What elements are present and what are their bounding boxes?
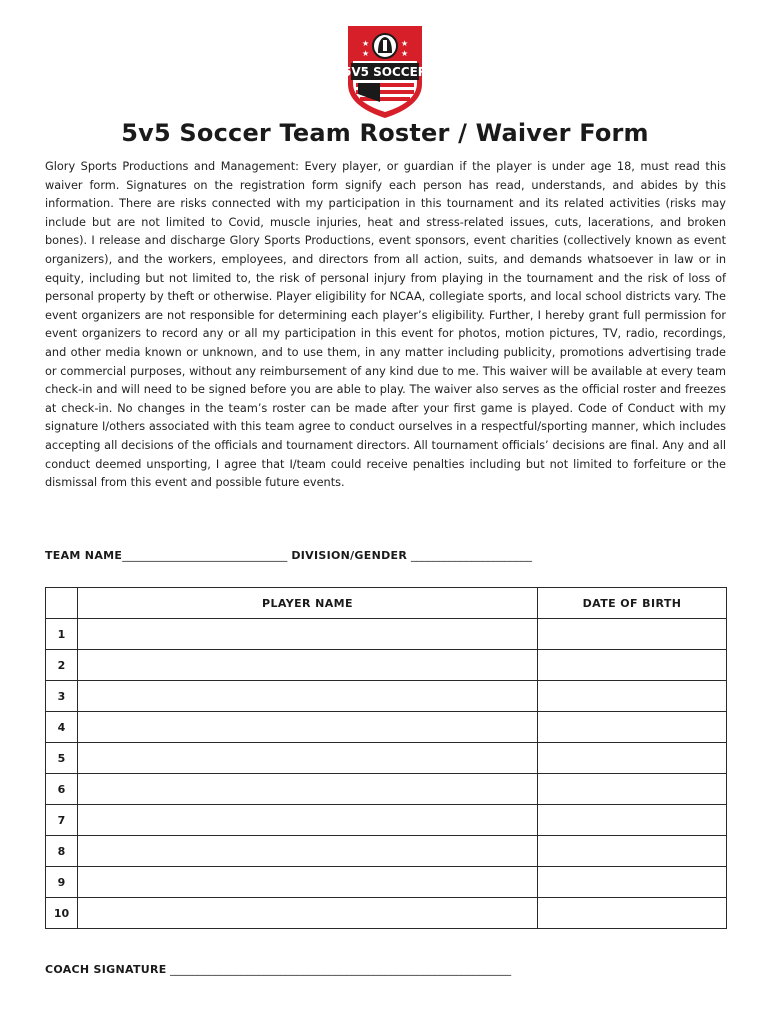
row-number: 1 bbox=[46, 619, 78, 650]
player-name-cell[interactable] bbox=[78, 681, 538, 712]
date-of-birth-cell[interactable] bbox=[538, 836, 727, 867]
date-of-birth-cell[interactable] bbox=[538, 712, 727, 743]
date-of-birth-cell[interactable] bbox=[538, 681, 727, 712]
row-number: 4 bbox=[46, 712, 78, 743]
player-name-cell[interactable] bbox=[78, 619, 538, 650]
number-header bbox=[46, 588, 78, 619]
5v5-soccer-logo bbox=[340, 22, 430, 120]
table-row bbox=[46, 619, 727, 650]
row-number: 8 bbox=[46, 836, 78, 867]
svg-text:★: ★ bbox=[401, 39, 409, 48]
table-row bbox=[46, 774, 727, 805]
waiver-text: Glory Sports Productions and Management: Every player, or guardian if the player is under age 18, must read this waiver form. Signatures on the registration form signify each person has read, understands, and abides by this information. There are risks connected with my participation in this tournament and its related activities (risks may include but are not limited to Covid, muscle injuries, heat and stress-related issues, cuts, lacerations, and broken bones). I release and discharge Glory Sports Productions, event sponsors, event charities (collectively known as event organizers), and the workers, employees, and directors from all action, suits, and demands whatsoever in law or in equity, including but not limited to, the risk of personal injury from playing in the tournament and the risk of loss of personal property by theft or otherwise. Player eligibility for NCAA, collegiate sports, and local school districts vary. The event organizers are not responsible for determining each player’s eligibility. Further, I hereby grant full permission for event organizers to record any or all my participation in this event for photos, motion pictures, TV, radio, recordings, and other media known or unknown, and to use them, in any matter including publicity, promotions advertising trade or commercial purposes, without any reimbursement of any kind due to me. This waiver will be available at every team check-in and will need to be signed before you are able to play. The waiver also serves as the official roster and freezes at check-in. No changes in the team’s roster can be made after your first game is played. Code of Conduct with my signature I/others associated with this team agree to conduct ourselves in a respectful/sporting manner, which includes accepting all decisions of the officials and tournament directors. All tournament officials’ decisions are final. Any and all conduct deemed unsporting, I agree that I/team could receive penalties including but not limited to forfeiture or the dismissal from this event and possible future events. bbox=[45, 160, 726, 490]
table-row bbox=[46, 743, 727, 774]
logo-text: 5V5 SOCCER bbox=[342, 65, 428, 79]
player-name-cell[interactable] bbox=[78, 743, 538, 774]
division-gender-label: DIVISION/GENDER bbox=[287, 549, 408, 562]
player-name-cell[interactable] bbox=[78, 774, 538, 805]
table-row bbox=[46, 650, 727, 681]
player-name-cell[interactable] bbox=[78, 805, 538, 836]
row-number: 5 bbox=[46, 743, 78, 774]
roster-header-row bbox=[46, 588, 727, 619]
team-name-label: TEAM NAME bbox=[45, 549, 123, 562]
table-row bbox=[46, 867, 727, 898]
page-title: 5v5 Soccer Team Roster / Waiver Form bbox=[121, 119, 649, 147]
date-of-birth-cell[interactable] bbox=[538, 898, 727, 929]
roster-table bbox=[45, 587, 727, 929]
svg-text:★: ★ bbox=[401, 49, 409, 58]
row-number: 6 bbox=[46, 774, 78, 805]
player-name-cell[interactable] bbox=[78, 867, 538, 898]
date-of-birth-cell[interactable] bbox=[538, 619, 727, 650]
date-of-birth-cell[interactable] bbox=[538, 650, 727, 681]
date-of-birth-cell[interactable] bbox=[538, 774, 727, 805]
player-name-cell[interactable] bbox=[78, 898, 538, 929]
table-row bbox=[46, 681, 727, 712]
team-info-fields bbox=[45, 549, 735, 562]
row-number: 10 bbox=[46, 898, 78, 929]
coach-signature-field bbox=[45, 963, 735, 976]
player-name-cell[interactable] bbox=[78, 650, 538, 681]
row-number: 2 bbox=[46, 650, 78, 681]
team-name-field[interactable]: ______________________________ bbox=[122, 549, 288, 562]
division-gender-field[interactable]: ______________________ bbox=[410, 549, 532, 562]
table-row bbox=[46, 898, 727, 929]
coach-signature-label: COACH SIGNATURE bbox=[45, 963, 167, 976]
date-of-birth-cell[interactable] bbox=[538, 805, 727, 836]
table-row bbox=[46, 712, 727, 743]
table-row bbox=[46, 805, 727, 836]
table-row bbox=[46, 836, 727, 867]
player-name-cell[interactable] bbox=[78, 712, 538, 743]
row-number: 3 bbox=[46, 681, 78, 712]
date-of-birth-header: DATE OF BIRTH bbox=[538, 588, 727, 619]
date-of-birth-cell[interactable] bbox=[538, 867, 727, 898]
coach-signature-line[interactable]: ______________________________________________________________ bbox=[166, 963, 512, 976]
player-name-header: PLAYER NAME bbox=[78, 588, 538, 619]
row-number: 9 bbox=[46, 867, 78, 898]
row-number: 7 bbox=[46, 805, 78, 836]
svg-text:★: ★ bbox=[362, 39, 370, 48]
svg-text:★: ★ bbox=[362, 49, 370, 58]
date-of-birth-cell[interactable] bbox=[538, 743, 727, 774]
player-name-cell[interactable] bbox=[78, 836, 538, 867]
